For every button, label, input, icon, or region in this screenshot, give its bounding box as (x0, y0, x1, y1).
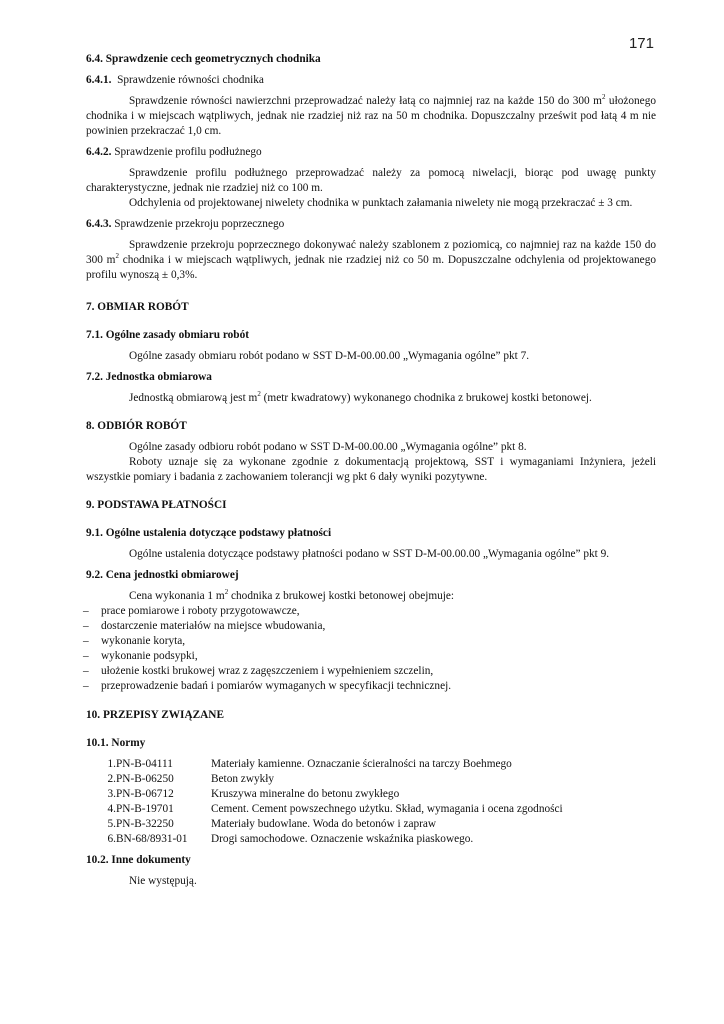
norm-description: Kruszywa mineralne do betonu zwykłego (211, 788, 400, 800)
list-item (83, 604, 656, 619)
norm-number: 1. (107, 758, 116, 770)
table-row (86, 832, 563, 847)
section-9-heading: 9. PODSTAWA PŁATNOŚCI (86, 499, 227, 511)
paragraph: Odchylenia od projektowanej niwelety chodnika w punktach załamania niwelety nie mogą przekraczać ± 3 cm. (129, 197, 633, 209)
list-item-text: wykonanie podsypki, (101, 650, 198, 662)
dash-bullet: – (83, 620, 89, 632)
paragraph: Ogólne ustalenia dotyczące podstawy płatności podano w SST D-M-00.00.00 „Wymagania ogólne” pkt 9. (129, 548, 610, 560)
dash-bullet: – (83, 635, 89, 647)
paragraph-text: chodnika z brukowej kostki betonowej obejmuje: (228, 590, 455, 602)
section-title: Sprawdzenie profilu podłużnego (114, 146, 262, 158)
paragraph: Roboty uznaje się za wykonane zgodnie z dokumentacją projektową, SST i wymaganiami Inżyniera, jeżeli wszystkie pomiary i badania z zachowaniem tolerancji wg pkt 6 dały wyniki pozytywne. (86, 456, 656, 483)
superscript: 2 (115, 252, 119, 261)
section-7-1-heading: 7.1. Ogólne zasady obmiaru robót (86, 329, 249, 341)
paragraph-text: ułożonego chodnika i w miejscach wątpliwych, jednak nie rzadziej niż raz na 50 m chodnika. Dopuszczalny prześwit pod łatą 4 m nie powinien przekraczać 1,0 cm. (86, 95, 656, 137)
section-7-heading: 7. OBMIAR ROBÓT (86, 301, 189, 313)
paragraph: Sprawdzenie profilu podłużnego przeprowadzać należy za pomocą niwelacji, biorąc pod uwagę punkty charakterystyczne, jednak nie rzadziej niż co 100 m. (86, 167, 656, 194)
paragraph: Nie występują. (129, 875, 197, 887)
paragraph-text: Cena wykonania 1 m (129, 590, 225, 602)
section-10-heading: 10. PRZEPISY ZWIĄZANE (86, 709, 224, 721)
norm-description: Materiały kamienne. Oznaczanie ścieralności na tarczy Boehmego (211, 758, 512, 770)
section-number: 6.4.2. (86, 146, 112, 158)
paragraph (86, 391, 656, 406)
norm-description: Beton zwykły (211, 773, 275, 785)
norm-description: Cement. Cement powszechnego użytku. Skład, wymagania i ocena zgodności (211, 803, 563, 815)
cost-items-list (83, 604, 656, 694)
norm-number: 5. (107, 818, 116, 830)
superscript: 2 (257, 390, 261, 399)
section-6-4-2-heading (86, 145, 656, 160)
section-number: 6.4.1. (86, 74, 112, 86)
section-7-2-heading: 7.2. Jednostka obmiarowa (86, 371, 212, 383)
list-item (83, 679, 656, 694)
paragraph (86, 238, 656, 283)
norm-number: 6. (107, 833, 116, 845)
section-9-2-heading: 9.2. Cena jednostki obmiarowej (86, 569, 239, 581)
section-10-1-heading: 10.1. Normy (86, 737, 146, 749)
list-item-text: przeprowadzenie badań i pomiarów wymaganych w specyfikacji technicznej. (101, 680, 452, 692)
dash-bullet: – (83, 650, 89, 662)
paragraph (86, 589, 656, 604)
table-row (86, 772, 563, 787)
list-item (83, 619, 656, 634)
list-item (83, 649, 656, 664)
list-item-text: dostarczenie materiałów na miejsce wbudowania, (101, 620, 326, 632)
section-8-heading: 8. ODBIÓR ROBÓT (86, 420, 187, 432)
section-6-4-1-heading (86, 73, 656, 88)
list-item-text: wykonanie koryta, (101, 635, 186, 647)
dash-bullet: – (83, 665, 89, 677)
list-item (83, 634, 656, 649)
section-10-2-heading: 10.2. Inne dokumenty (86, 854, 191, 866)
section-title: Sprawdzenie równości chodnika (117, 74, 264, 86)
list-item (83, 664, 656, 679)
superscript: 2 (601, 93, 606, 102)
norm-code: PN-B-19701 (116, 803, 174, 815)
section-number: 6.4.3. (86, 218, 112, 230)
paragraph-text: (metr kwadratowy) wykonanego chodnika z brukowej kostki betonowej. (260, 392, 592, 404)
paragraph: Ogólne zasady odbioru robót podano w SST D-M-00.00.00 „Wymagania ogólne” pkt 8. (129, 441, 527, 453)
section-title: Sprawdzenie przekroju poprzecznego (114, 218, 285, 230)
paragraph-text: chodnika i w miejscach wątpliwych, jednak nie rzadziej niż co 50 m. Dopuszczalne odchylenia od projektowanego profilu wynoszą ± 0,3%. (86, 254, 656, 281)
norm-code: PN-B-32250 (116, 818, 174, 830)
paragraph-text: Sprawdzenie przekroju poprzecznego dokonywać należy szablonem z poziomicą, co najmniej raz na każde 150 do 300 m (86, 239, 656, 266)
norm-number: 4. (107, 803, 116, 815)
section-9-1-heading: 9.1. Ogólne ustalenia dotyczące podstawy płatności (86, 527, 332, 539)
dash-bullet: – (83, 605, 89, 617)
paragraph-text: Jednostką obmiarową jest m (129, 392, 258, 404)
norm-number: 2. (107, 773, 116, 785)
norm-code: BN-68/8931-01 (116, 833, 188, 845)
paragraph (86, 94, 656, 139)
table-row (86, 817, 563, 832)
norm-number: 3. (107, 788, 116, 800)
norm-description: Drogi samochodowe. Oznaczenie wskaźnika piaskowego. (211, 833, 474, 845)
norm-code: PN-B-06250 (116, 773, 174, 785)
table-row (86, 802, 563, 817)
table-row (86, 757, 563, 772)
paragraph-text: Sprawdzenie równości nawierzchni przeprowadzać należy łatą co najmniej raz na każde 150 do 300 m (129, 95, 602, 107)
paragraph: Ogólne zasady obmiaru robót podano w SST D-M-00.00.00 „Wymagania ogólne” pkt 7. (129, 350, 530, 362)
norm-code: PN-B-04111 (116, 758, 173, 770)
superscript: 2 (224, 588, 229, 597)
table-row (86, 787, 563, 802)
section-6-4-heading: 6.4. Sprawdzenie cech geometrycznych chodnika (86, 53, 321, 65)
list-item-text: ułożenie kostki brukowej wraz z zagęszczeniem i wypełnieniem szczelin, (101, 665, 434, 677)
section-6-4-3-heading (86, 217, 656, 232)
norms-table (86, 757, 563, 847)
norm-description: Materiały budowlane. Woda do betonów i zapraw (211, 818, 437, 830)
list-item-text: prace pomiarowe i roboty przygotowawcze, (101, 605, 300, 617)
page-number: 171 (628, 35, 654, 52)
dash-bullet: – (83, 680, 89, 692)
norm-code: PN-B-06712 (116, 788, 174, 800)
document-body (83, 52, 656, 889)
